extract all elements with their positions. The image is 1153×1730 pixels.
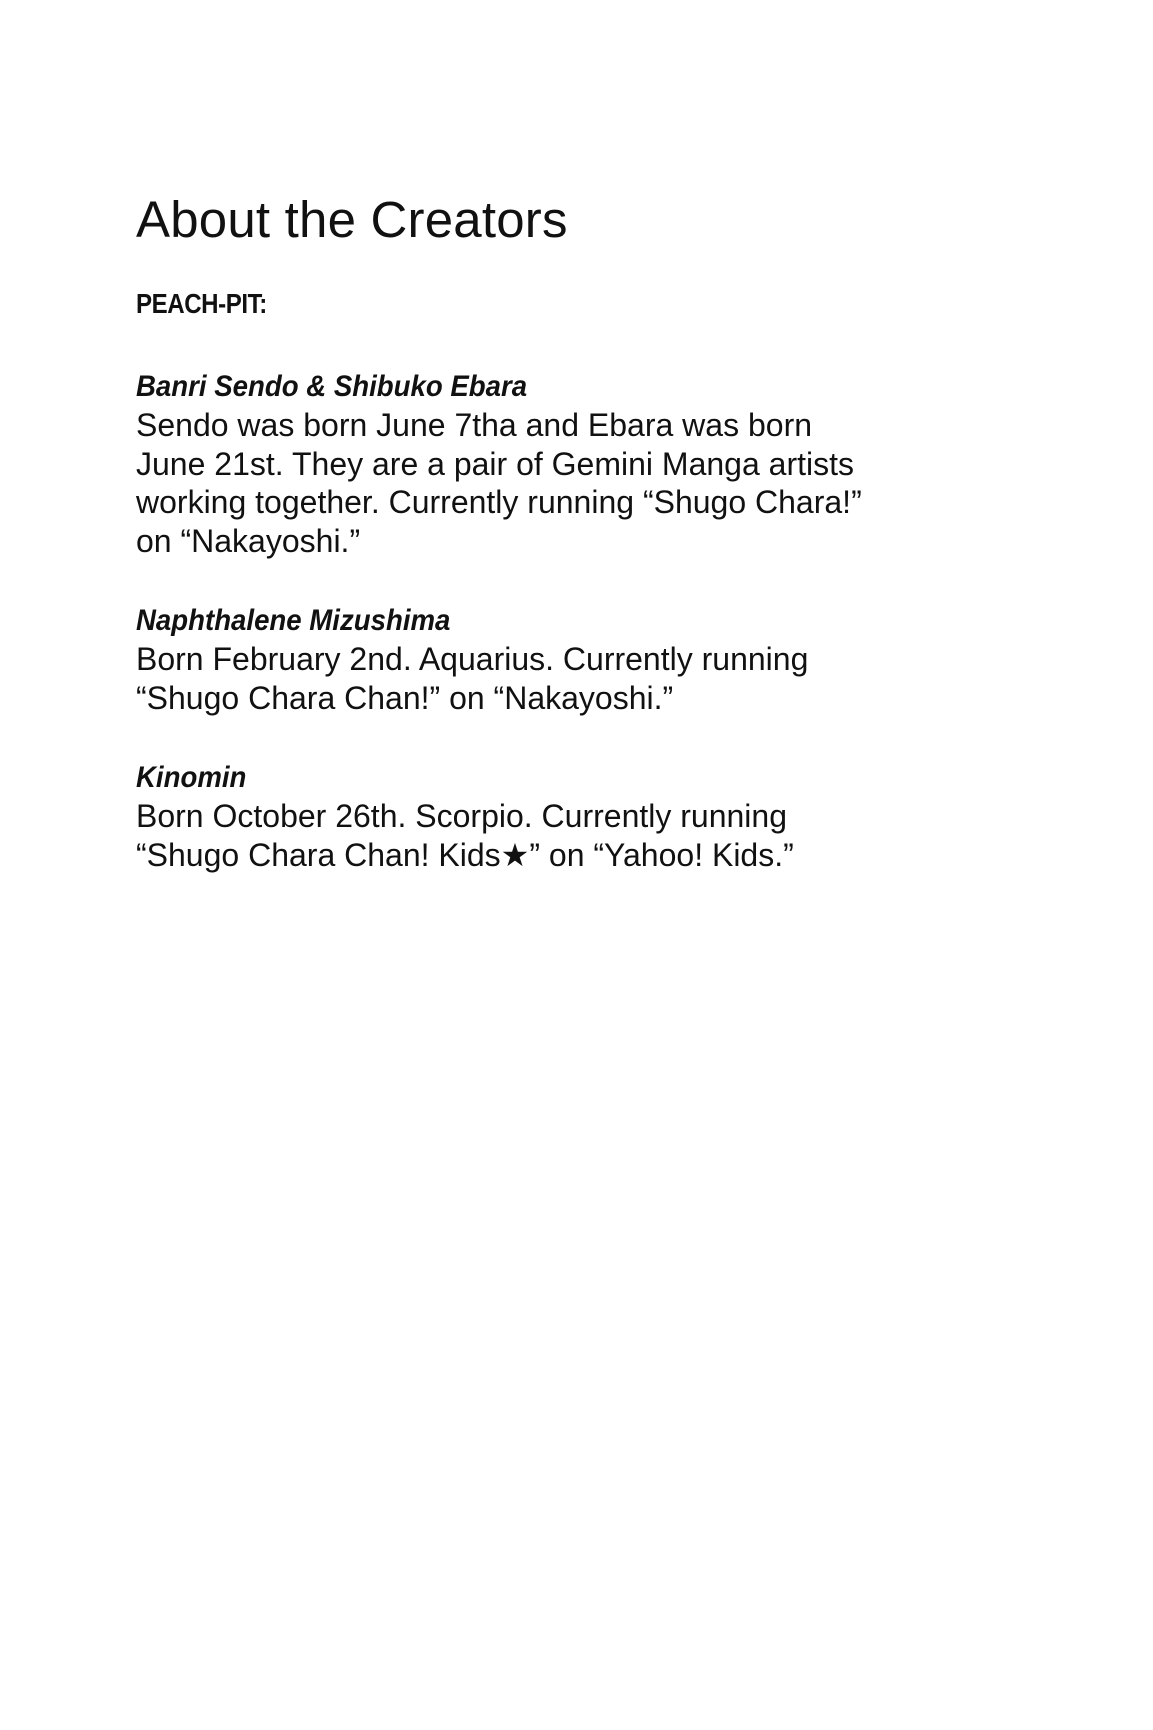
- creator-name: Kinomin: [136, 761, 247, 794]
- creator-entry: [136, 602, 1036, 717]
- group-label: PEACH-PIT:: [136, 288, 267, 319]
- creator-bio: Sendo was born June 7tha and Ebara was born June 21st. They are a pair of Gemini Manga artists working together. Currently running “Shugo Chara!” on “Nakayoshi.”: [136, 407, 862, 559]
- creator-name: Naphthalene Mizushima: [136, 604, 451, 637]
- creator-bio: Born February 2nd. Aquarius. Currently running “Shugo Chara Chan!” on “Nakayoshi.”: [136, 641, 809, 716]
- creator-entry: [136, 368, 1036, 560]
- creator-name: Banri Sendo & Shibuko Ebara: [136, 370, 528, 403]
- creator-bio: Born October 26th. Scorpio. Currently running “Shugo Chara Chan! Kids★” on “Yahoo! Kids.”: [136, 798, 794, 873]
- page-title: About the Creators: [136, 191, 568, 248]
- creator-entry: [136, 759, 1036, 874]
- document-page: [136, 188, 1036, 916]
